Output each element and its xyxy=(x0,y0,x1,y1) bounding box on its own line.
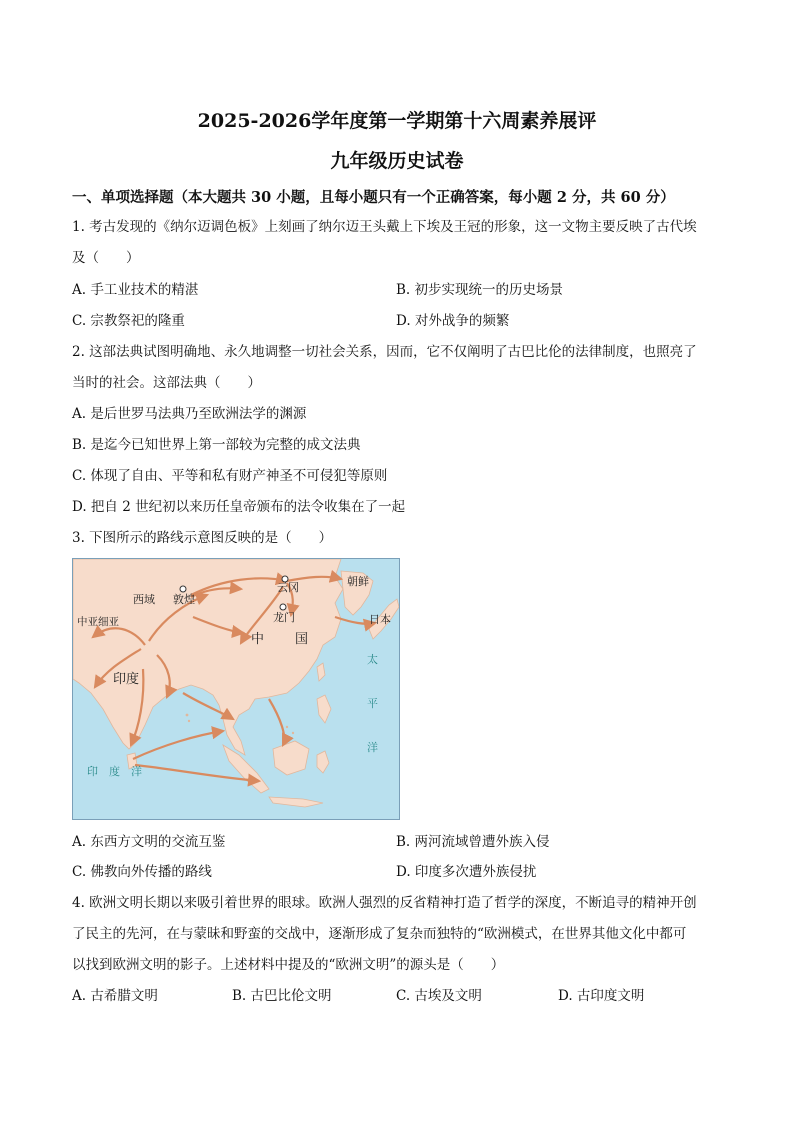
label-tai: 太 xyxy=(367,653,378,666)
label-riben: 日本 xyxy=(369,613,391,626)
buddhism-route-map xyxy=(72,558,400,820)
question-4-option-d: D. 古印度文明 xyxy=(558,988,645,1004)
question-4-stem-line-2: 了民主的先河，在与蒙昧和野蛮的交战中，逐渐形成了复杂而独特的“欧洲模式，在世界其他文化中都可 xyxy=(72,926,687,942)
question-2-option-a: A. 是后世罗马法典乃至欧洲法学的渊源 xyxy=(72,406,307,422)
longmen-marker xyxy=(280,604,286,610)
label-yindu: 印度 xyxy=(113,672,140,687)
question-2-stem-line-2: 当时的社会。这部法典（ ） xyxy=(72,375,261,391)
question-1-option-c: C. 宗教祭祀的隆重 xyxy=(72,313,185,329)
question-2-option-c: C. 体现了自由、平等和私有财产神圣不可侵犯等原则 xyxy=(72,468,388,484)
label-zhongguo-1: 中 xyxy=(251,632,265,647)
question-3-stem: 3. 下图所示的路线示意图反映的是（ ） xyxy=(72,530,333,546)
label-yungang: 云冈 xyxy=(277,581,299,594)
label-dunhuang: 敦煌 xyxy=(173,593,195,606)
label-zhongya: 中亚细亚 xyxy=(77,616,119,628)
question-2-option-b: B. 是迄今已知世界上第一部较为完整的成文法典 xyxy=(72,437,361,453)
label-chaoxian: 朝鲜 xyxy=(347,575,369,588)
question-3-option-a: A. 东西方文明的交流互鉴 xyxy=(72,834,226,850)
question-1-stem-line-2: 及（ ） xyxy=(72,250,140,266)
question-1-option-a: A. 手工业技术的精湛 xyxy=(72,282,199,298)
question-3-option-c: C. 佛教向外传播的路线 xyxy=(72,864,212,880)
question-2-option-d: D. 把自 2 世纪初以来历任皇帝颁布的法令收集在了一起 xyxy=(72,499,406,515)
question-1-stem-line-1: 1. 考古发现的《纳尔迈调色板》上刻画了纳尔迈王头戴上下埃及王冠的形象，这一文物主要反映了古代埃 xyxy=(72,219,697,235)
question-4-option-b: B. 古巴比伦文明 xyxy=(232,988,332,1004)
question-4-stem-line-1: 4. 欧洲文明长期以来吸引着世界的眼球。欧洲人强烈的反省精神打造了哲学的深度，不断追寻的精神开创 xyxy=(72,895,697,911)
label-xiyu: 西域 xyxy=(133,593,155,606)
question-4-option-a: A. 古希腊文明 xyxy=(72,988,158,1004)
label-ping: 平 xyxy=(367,697,378,710)
label-zhongguo-2: 国 xyxy=(295,632,309,647)
question-4-stem-line-3: 以找到欧洲文明的影子。上述材料中提及的“欧洲文明”的源头是（ ） xyxy=(72,957,505,973)
question-1-option-b: B. 初步实现统一的历史场景 xyxy=(396,282,564,298)
exam-title: 2025-2026学年度第一学期第十六周素养展评 xyxy=(197,110,597,132)
exam-subtitle: 九年级历史试卷 xyxy=(330,150,464,172)
label-yang: 洋 xyxy=(367,741,378,754)
question-4-option-c: C. 古埃及文明 xyxy=(396,988,482,1004)
label-indian-ocean: 印 度 洋 xyxy=(87,765,142,778)
question-3-option-d: D. 印度多次遭外族侵扰 xyxy=(396,864,537,880)
question-2-stem-line-1: 2. 这部法典试图明确地、永久地调整一切社会关系，因而，它不仅阐明了古巴比伦的法律制度，也照亮了 xyxy=(72,344,697,360)
label-longmen: 龙门 xyxy=(273,611,295,624)
section-heading: 一、单项选择题（本大题共 30 小题，且每小题只有一个正确答案，每小题 2 分，共 60 分） xyxy=(72,189,675,206)
question-3-option-b: B. 两河流域曾遭外族入侵 xyxy=(396,834,550,850)
question-1-option-d: D. 对外战争的频繁 xyxy=(396,313,510,329)
dunhuang-marker xyxy=(180,586,186,592)
